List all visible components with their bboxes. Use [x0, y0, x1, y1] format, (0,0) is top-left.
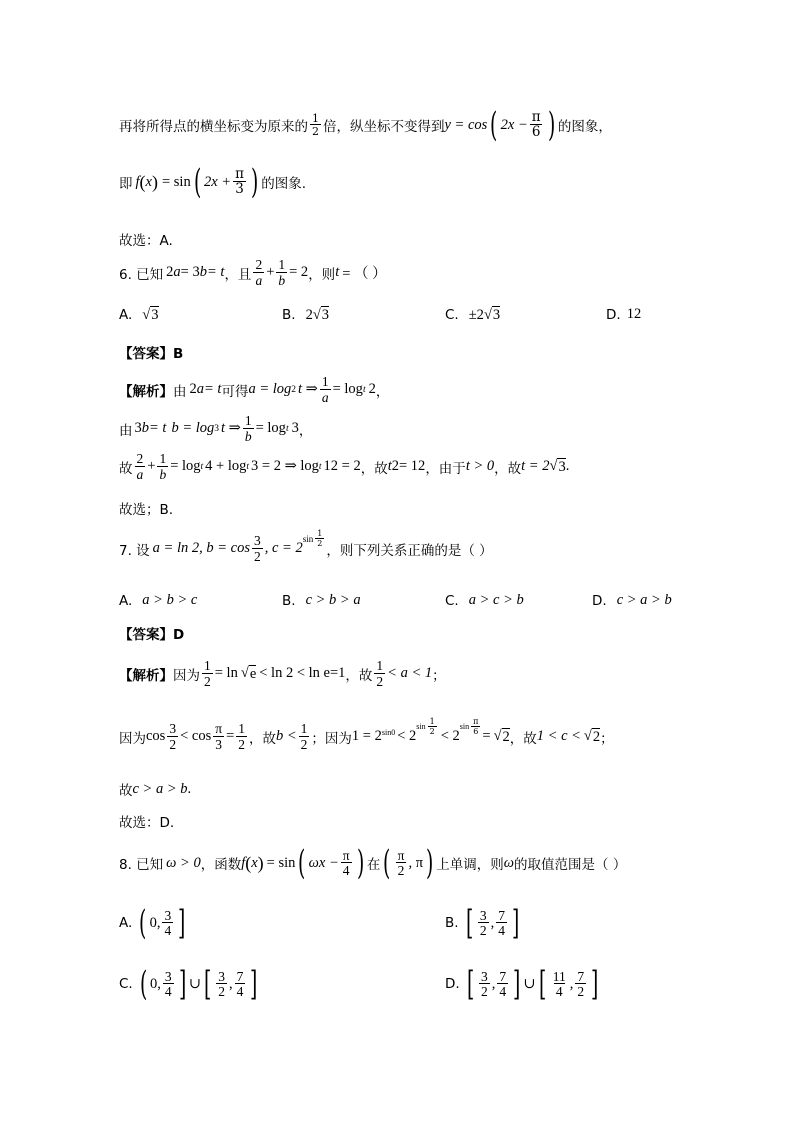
sqrt-value: 3 [492, 307, 501, 323]
fraction: $\frac{7}{4}$ [498, 907, 505, 938]
fraction: $\frac{3}{2}$ [169, 721, 177, 752]
option-d: D. c > a > b [592, 592, 672, 609]
left-paren: ( [193, 162, 201, 202]
question-7: 7. 设 a = ln 2, b = cos $\frac{3}{2}$ , c = 2 sin $\frac{1}{2}$ ，则下列关系正确的是（ ） [119, 528, 493, 564]
math-expr: 2x − [500, 116, 528, 133]
fraction: $\frac{3}{2}$ [480, 968, 488, 999]
q6-solution-1: 【解析】 由 2 a = t 可得 a = log 2 t ⇒ $\frac{1}{a}$ = log t 2 ， [119, 374, 390, 405]
left-paren: ( [139, 964, 147, 1004]
comma: , [229, 975, 233, 992]
answer-choice-line: 故选：A. [119, 233, 173, 249]
comma: , [490, 914, 495, 931]
math-op: + [266, 264, 275, 280]
math-expr: 2x + [203, 173, 232, 190]
line1-post: 的图象， [557, 119, 612, 135]
fraction: $\frac{3}{2}$ [253, 533, 261, 564]
fraction: $\frac{\pi}{3}$ [235, 165, 244, 197]
paren: ( [245, 852, 252, 873]
fraction: $\frac{\pi}{3}$ [215, 721, 223, 752]
right-paren: ) [547, 105, 555, 145]
q7-solution-1: 【解析】 因为 $\frac{1}{2}$ = ln √ e < ln 2 < ln e=1 ，故 $\frac{1}{2}$ < a < 1 ； [119, 658, 446, 689]
line2-post: 的图象. [261, 176, 307, 192]
right-paren: ) [356, 843, 364, 883]
line1-pre: 再将所得点的横坐标变为原来的 [119, 119, 308, 135]
right-paren: ) [426, 843, 434, 883]
option-b: B. 2 √ 3 [282, 306, 330, 323]
option-d: D. 12 [606, 306, 642, 323]
exponent: sin $\frac{1}{2}$ [302, 528, 323, 548]
right-bracket: ] [250, 964, 258, 1004]
q7-answer: 【答案】D [119, 627, 185, 643]
q7-solution-2: 因为 cos $\frac{3}{2}$ < cos $\frac{\pi}{3}$ = $\frac{1}{2}$ ，故 b < $\frac{1}{2}$ ；因为 1 = 2 $^{sin0}$ < 2 sin $\frac{1}{2}$ < 2 sin $\frac{\pi}{6}$ = √ 2 ，故 1 < c < √ 2 ； [119, 716, 614, 752]
q6-choice: 故选；B. [119, 502, 174, 518]
left-paren: ( [298, 843, 306, 883]
option-d: D. [ $\frac{3}{2}$ , $\frac{7}{4}$ ] ∪ [ $\frac{11}{4}$ , $\frac{7}{2}$ ] [445, 964, 599, 1004]
superscript: b [199, 264, 207, 280]
paren: ) [257, 852, 264, 873]
fraction: $\frac{\pi}{6}$ [531, 108, 541, 140]
paren: ( [139, 171, 146, 192]
q6-answer: 【答案】B [119, 346, 184, 362]
right-bracket: ] [591, 964, 599, 1004]
option-b: B. [ $\frac{3}{2}$ , $\frac{7}{4}$ ] [445, 903, 520, 943]
left-paren: ( [490, 105, 498, 145]
left-paren: ( [139, 903, 147, 943]
fraction: $\frac{3}{4}$ [164, 907, 172, 938]
right-bracket: ] [178, 964, 186, 1004]
sqrt-symbol: √ [312, 306, 321, 323]
q6-solution-2: 由 3 b = t b = log 3 t ⇒ $\frac{1}{b}$ = log t 3 ， [119, 413, 313, 444]
right-bracket: ] [178, 903, 186, 943]
fraction: $\frac{7}{4}$ [236, 968, 244, 999]
fraction: $\frac{2}{a}$ [255, 257, 263, 288]
fraction: $\frac{1}{b}$ [278, 257, 286, 288]
text-line-2 [119, 162, 307, 202]
line1-mid: 倍，纵坐标不变得到 [323, 119, 445, 135]
option-c: C. a > c > b [445, 592, 524, 609]
text-line-1 [119, 105, 612, 145]
math-expr: = t [206, 264, 225, 280]
comma: , [491, 975, 496, 992]
question-6 [119, 258, 387, 287]
q6-pre: 6. 已知 [119, 266, 164, 283]
paren: ) [151, 171, 158, 192]
q7-choice: 故选：D. [119, 815, 175, 831]
fraction: $\frac{1}{b}$ [159, 451, 167, 482]
left-paren: ( [383, 843, 391, 883]
q6-mid: ，且 [224, 266, 252, 283]
sqrt-symbol: √ [493, 728, 502, 744]
math-var: t [335, 264, 340, 280]
left-bracket: [ [538, 964, 546, 1004]
fraction: $\frac{1}{a}$ [321, 374, 329, 405]
fraction: $\frac{1}{2}$ [238, 721, 245, 752]
option-a: A. a > b > c [119, 592, 198, 609]
fraction: $\frac{7}{2}$ [577, 968, 585, 999]
sqrt-symbol: √ [583, 728, 592, 744]
fraction: $\frac{11}{4}$ [552, 968, 566, 999]
right-bracket: ] [513, 964, 521, 1004]
fraction: $\frac{\pi}{4}$ [342, 847, 350, 878]
sqrt-symbol: √ [142, 306, 151, 323]
left-bracket: [ [204, 964, 212, 1004]
math-expr: 2 [166, 264, 174, 280]
exponent: sin $\frac{1}{2}$ [416, 716, 435, 736]
sqrt-value: 3 [151, 307, 159, 323]
fraction: $\frac{7}{4}$ [499, 968, 507, 999]
left-bracket: [ [465, 903, 473, 943]
sqrt-value: 3 [321, 307, 330, 323]
q6-solution-3: 故 $\frac{2}{a}$ + $\frac{1}{b}$ = log t 4 + log t 3 = 2 ⇒ log t 12 = 2 ，故 t 2 = 12 ，由于 t > 0 ，故 t = 2 √ 3 . [119, 451, 570, 482]
line2-pre: 即 [119, 176, 133, 192]
left-bracket: [ [466, 964, 474, 1004]
math-expr: = 2 [289, 264, 309, 280]
option-a: A. ( 0, $\frac{3}{4}$ ] [119, 903, 186, 943]
right-paren: ) [250, 162, 259, 202]
option-c: C. ±2 √ 3 [445, 306, 501, 323]
exponent: sin $\frac{\pi}{6}$ [459, 716, 479, 736]
fraction: $\frac{3}{4}$ [164, 968, 172, 999]
fraction: $\frac{1}{2}$ [204, 658, 211, 689]
q7-solution-3: 故 c > a > b . [119, 780, 192, 799]
blank: = （ ） [342, 266, 387, 282]
option-c: C. ( 0, $\frac{3}{4}$ ] ∪ [ $\frac{3}{2}$ , $\frac{7}{4}$ ] [119, 964, 258, 1004]
fraction: $\frac{2}{a}$ [136, 451, 144, 482]
option-b: B. c > b > a [282, 592, 361, 609]
fraction: $\frac{1}{2}$ [376, 658, 384, 689]
fraction: $\frac{1}{2}$ [300, 721, 308, 752]
math-expr: = sin [161, 173, 191, 190]
math-expr: = 3 [180, 264, 200, 280]
comma: , [569, 975, 574, 992]
fraction: $\frac{\pi}{2}$ [397, 847, 405, 878]
sqrt-symbol: √ [483, 306, 492, 323]
q6-post: ，则 [308, 266, 336, 283]
sqrt-symbol: √ [240, 665, 249, 681]
question-8: 8. 已知 ω > 0 ，函数 f ( x ) = sin ( ωx − $\frac{\pi}{4}$ ) 在 ( $\frac{\pi}{2}$ , π ) 上单调，则 ω 的取值范围是（ ） [119, 843, 627, 883]
right-bracket: ] [511, 903, 520, 943]
superscript: a [173, 264, 181, 280]
sqrt-symbol: √ [549, 458, 558, 474]
math-f: f [135, 173, 140, 190]
fraction: $\frac{3}{2}$ [479, 907, 487, 938]
fraction: $\frac{3}{2}$ [218, 968, 226, 999]
math-x: x [145, 173, 152, 190]
fraction: $\frac{1}{b}$ [244, 413, 252, 444]
math-expr: y = cos [444, 116, 488, 133]
option-a: A. √ 3 [119, 306, 159, 323]
fraction: $\frac{1}{2}$ [312, 112, 319, 138]
